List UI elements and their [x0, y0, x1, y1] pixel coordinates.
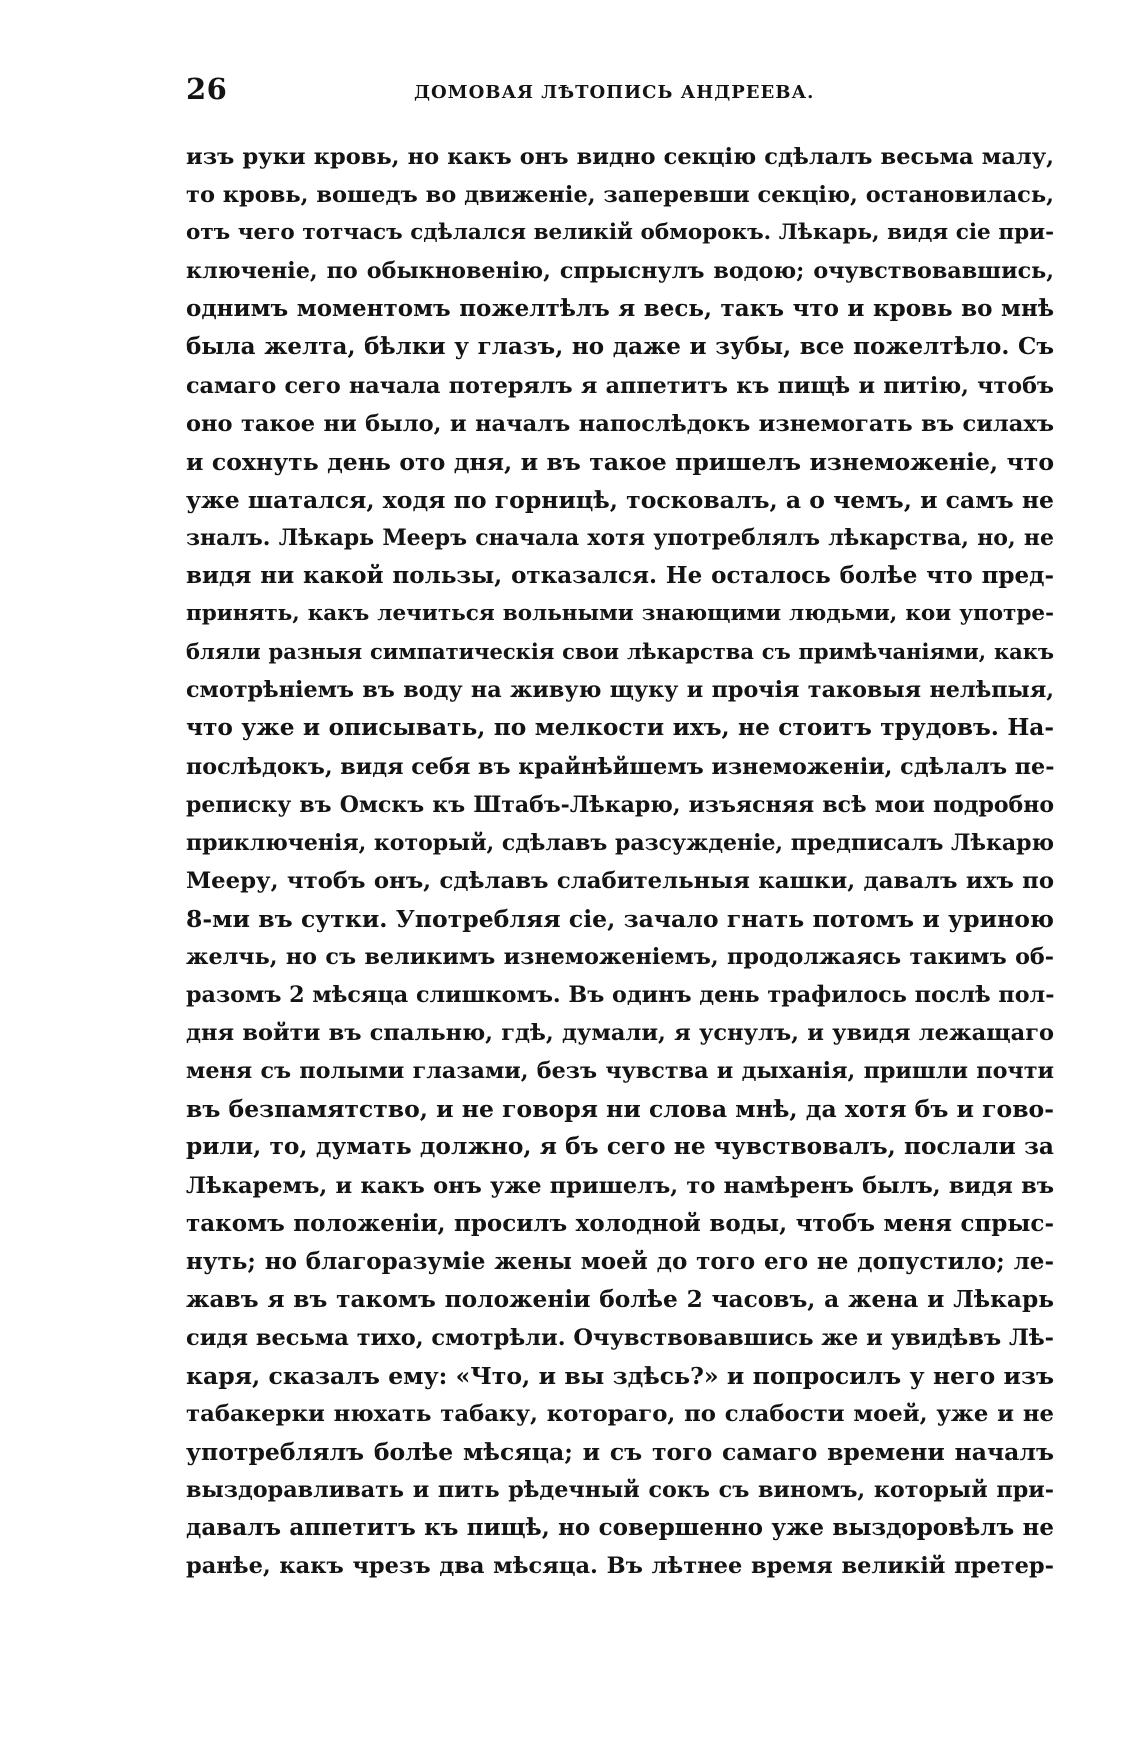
- text-line: употреблялъ болѣе мѣсяца; и съ того самаго времени началъ: [186, 1438, 1054, 1467]
- text-line: послѣдокъ, видя себя въ крайнѣйшемъ изнеможеніи, сдѣлалъ пе-: [186, 753, 1054, 780]
- text-line: рили, то, думать должно, я бъ сего не чувствовалъ, послали за: [186, 1133, 1054, 1161]
- text-line: принять, какъ лечиться вольными знающими людьми, кои употре-: [186, 601, 1054, 627]
- text-line: видя ни какой пользы, отказался. Не осталось болѣе что пред-: [186, 562, 1054, 590]
- text-line: отъ чего тотчасъ сдѣлался великій обморокъ. Лѣкарь, видя сіе при-: [186, 220, 1054, 246]
- text-line: зналъ. Лѣкарь Мееръ сначала хотя употреблялъ лѣкарства, но, не: [186, 524, 1054, 551]
- text-line: что уже и описывать, по мелкости ихъ, не стоитъ трудовъ. На-: [186, 714, 1054, 742]
- text-line: нуть; но благоразуміе жены моей до того его не допустило; ле-: [186, 1247, 1054, 1275]
- text-line: и сохнуть день ото дня, и въ такое пришелъ изнеможеніе, что: [186, 447, 1054, 476]
- text-line: выздоравливать и пить рѣдечный сокъ съ виномъ, который при-: [186, 1477, 1054, 1504]
- text-line: смотрѣніемъ въ воду на живую щуку и прочія таковыя нелѣпыя,: [186, 677, 1054, 704]
- text-line: меня съ полыми глазами, безъ чувства и дыханія, пришли почти: [186, 1058, 1054, 1085]
- text-line: приключенія, который, сдѣлавъ разсужденіе, предписалъ Лѣкарю: [186, 829, 1054, 856]
- text-line: давалъ аппетитъ къ пищѣ, но совершенно уже выздоровѣлъ не: [186, 1514, 1054, 1542]
- text-line: желчь, но съ великимъ изнеможеніемъ, продолжаясь такимъ об-: [186, 943, 1054, 970]
- text-line: Мееру, чтобъ онъ, сдѣлавъ слабительныя кашки, давалъ ихъ по: [186, 867, 1054, 894]
- text-line: такомъ положеніи, просилъ холодной воды, чтобъ меня спрыс-: [186, 1209, 1054, 1237]
- text-line: Лѣкаремъ, и какъ онъ уже пришелъ, то намѣренъ былъ, видя въ: [186, 1172, 1054, 1199]
- text-line: оно такое ни было, и началъ напослѣдокъ изнемогать въ силахъ: [186, 410, 1054, 437]
- text-line: уже шатался, ходя по горницѣ, тосковалъ, а о чемъ, и самъ не: [186, 485, 1054, 514]
- text-line: жавъ я въ такомъ положеніи болѣе 2 часовъ, а жена и Лѣкарь: [186, 1285, 1054, 1313]
- text-line: дня войти въ спальню, гдѣ, думали, я уснулъ, и увидя лежащаго: [186, 1020, 1054, 1047]
- text-line: въ безпамятство, и не говоря ни слова мнѣ, да хотя бъ и гово-: [186, 1095, 1054, 1124]
- text-line: реписку въ Омскъ къ Штабъ-Лѣкарю, изъясняя всѣ мои подробно: [186, 791, 1054, 818]
- text-line: то кровь, вошедъ во движеніе, заперевши секцію, остановилась,: [186, 182, 1054, 209]
- text-line: бляли разныя симпатическія свои лѣкарства съ примѣчаніями, какъ: [186, 639, 1054, 665]
- text-line: самаго сего начала потерялъ я аппетитъ къ пищѣ и питію, чтобъ: [186, 372, 1054, 399]
- text-line: сидя весьма тихо, смотрѣли. Очувствовавшись же и увидѣвъ Лѣ-: [186, 1324, 1054, 1351]
- text-line: однимъ моментомъ пожелтѣлъ я весь, такъ что и кровь во мнѣ: [186, 295, 1054, 323]
- body-text: [186, 138, 1054, 1586]
- text-line: разомъ 2 мѣсяца слишкомъ. Въ одинъ день трафилось послѣ пол-: [186, 982, 1054, 1009]
- text-line: каря, сказалъ ему: «Что, и вы здѣсь?» и попросилъ у него изъ: [186, 1362, 1054, 1390]
- text-line: ранѣе, какъ чрезъ два мѣсяца. Въ лѣтнее время великій претер-: [186, 1553, 1054, 1580]
- text-line: была желта, бѣлки у глазъ, но даже и зубы, все пожелтѣло. Съ: [186, 333, 1054, 361]
- text-line: изъ руки кровь, но какъ онъ видно секцію сдѣлалъ весьма малу,: [186, 144, 1054, 170]
- running-title: ДОМОВАЯ ЛѢТОПИСЬ АНДРЕЕВА.: [414, 82, 815, 103]
- text-line: табакерки нюхать табаку, котораго, по слабости моей, уже и не: [186, 1401, 1054, 1428]
- text-line: ключеніе, по обыкновенію, спрыснулъ водою; очувствовавшись,: [186, 258, 1054, 285]
- text-line: 8-ми въ сутки. Употребляя сіе, зачало гнать потомъ и уриною: [186, 904, 1054, 933]
- page-number: 26: [186, 72, 228, 106]
- running-head: [186, 72, 1052, 112]
